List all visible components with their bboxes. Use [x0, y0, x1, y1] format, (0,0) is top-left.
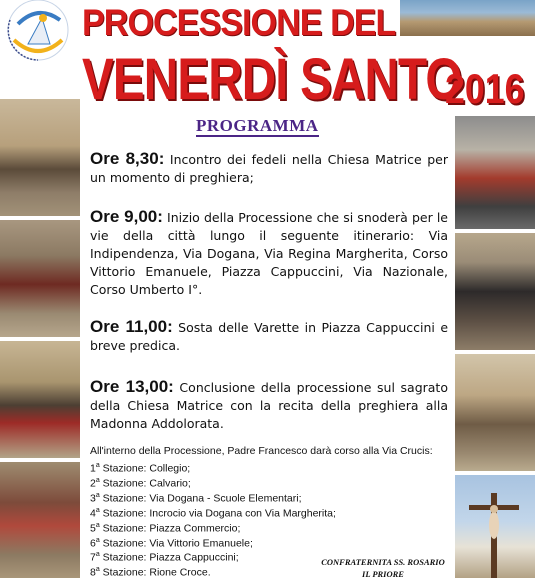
station-item: 2$^a$ Stazione: Calvario; [90, 476, 191, 490]
procession-photo-2 [0, 220, 80, 337]
program-item [90, 378, 448, 433]
station-item: 5$^a$ Stazione: Piazza Commercio; [90, 521, 241, 535]
program-item-text: Sosta delle Varette in Piazza Cappuccini e breve predica. [90, 320, 449, 353]
procession-photo-4 [0, 462, 80, 578]
addolorata-statue-photo [455, 233, 535, 350]
christ-statue-photo [455, 116, 535, 229]
station-item: 1$^a$ Stazione: Collegio; [90, 462, 191, 475]
program-item-text: Inizio della Processione che si snoderà per le vie della città lungo il seguente itinerario: Via Indipendenza, Via Dogana, Via Regina Margherita, Corso Vittorio Emanuele, Piazza Cappuccini, Via Nazionale, Corso Umberto I°. [90, 210, 448, 297]
program-item-text: Conclusione della processione sul sagrato della Chiesa Matrice con la recita della preghiera alla Madonna Addolorata. [90, 380, 448, 431]
title-year: 2016 [445, 65, 525, 112]
crucifix-photo [455, 475, 535, 578]
via-crucis-intro: All'interno della Processione, Padre Francesco darà corso alla Via Crucis: [90, 445, 433, 457]
program-item-time: Ore 13,00: [90, 377, 174, 396]
program-item-time: Ore 9,00: [90, 207, 163, 226]
jubilee-logo-icon [2, 0, 74, 72]
station-item: 4$^a$ Stazione: Incrocio via Dogana con Via Margherita; [90, 506, 336, 520]
station-item: 6$^a$ Stazione: Via Vittorio Emanuele; [90, 536, 253, 550]
program-item-time: Ore 11,00: [90, 317, 173, 336]
station-item: 7$^a$ Stazione: Piazza Cappuccini; [90, 551, 239, 564]
title-line2: VENERDÌ SANTO [82, 47, 462, 112]
signature-block [313, 556, 453, 580]
signature-line2: IL PRIORE [362, 569, 404, 579]
program-item [90, 318, 448, 355]
programma-heading: PROGRAMMA [196, 116, 319, 135]
program-item [90, 208, 448, 299]
program-item-time: Ore 8,30: [90, 149, 165, 168]
church-facade-photo [400, 0, 535, 36]
program-item-text: Incontro dei fedeli nella Chiesa Matrice per un momento di preghiera; [90, 152, 449, 185]
crucifix-icon [455, 475, 535, 578]
procession-photo-1 [0, 99, 80, 216]
program-item [90, 150, 448, 187]
stations-list [90, 460, 336, 579]
procession-photo-3 [0, 341, 80, 458]
signature-line1: CONFRATERNITA SS. ROSARIO [321, 557, 445, 567]
station-item: 3$^a$ Stazione: Via Dogana - Scuole Elementari; [90, 491, 302, 505]
crowd-steps-photo [455, 354, 535, 471]
title-line1: PROCESSIONE DEL [82, 2, 396, 43]
station-item: 8$^a$ Stazione: Rione Croce. [90, 566, 211, 579]
